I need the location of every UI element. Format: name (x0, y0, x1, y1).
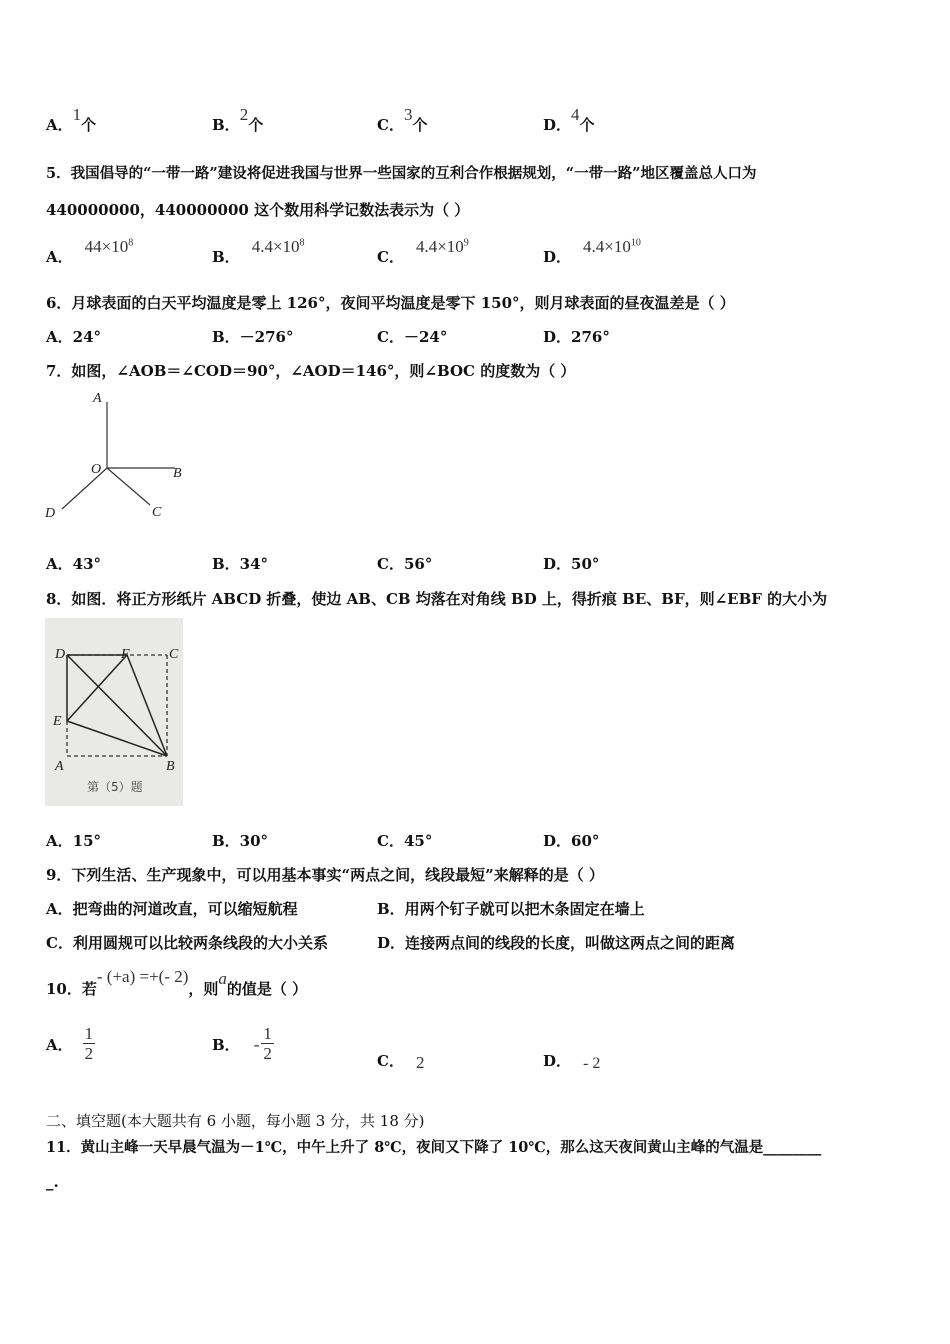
q5-text-line1: 5．我国倡导的“一带一路”建设将促进我国与世界一些国家的互利合作根据规划，“一带一路”地区覆盖总人口为 (46, 165, 757, 182)
q10-option-a: A． $\frac{1}{2}$ (46, 1024, 94, 1063)
q11-text-line2: _. (46, 1173, 59, 1191)
q10-option-c: C． 2 (377, 1052, 425, 1072)
q5-option-d: D．$4.4\times 10^{10}$ (543, 237, 641, 266)
q9-text: 9．下列生活、生产现象中，可以用基本事实“两点之间，线段最短”来解释的是（ ） (46, 866, 604, 884)
q10-option-b: B． - $\frac{1}{2}$ (212, 1024, 272, 1063)
q7-option-d: D．50° (543, 555, 600, 573)
section-heading: 二、填空题(本大题共有 6 小题，每小题 3 分，共 18 分) (46, 1112, 425, 1130)
label-c: C (152, 505, 162, 520)
q7-text: 7．如图，∠AOB＝∠COD＝90°，∠AOD＝146°，则∠BOC 的度数为（ ） (46, 362, 576, 380)
label-b: B (166, 759, 175, 774)
figure-caption: 第（5）题 (87, 780, 143, 794)
q5-option-c: C．$4.4\times 10^9$ (377, 237, 469, 266)
q7-angle-figure (40, 385, 200, 525)
q7-option-a: A．43° (46, 555, 102, 573)
q10-equation: - (+a) =+(- 2) (96, 967, 189, 986)
q10-variable: a (218, 969, 227, 988)
q8-option-a: A．15° (46, 832, 102, 850)
label-e: E (53, 714, 62, 729)
label-d: D (45, 506, 56, 521)
q8-text: 8．如图．将正方形纸片 ABCD 折叠，使边 AB、CB 均落在对角线 BD 上，得折痕 BE、BF，则∠EBF 的大小为 (46, 590, 828, 608)
q4-option-a: A．1个 (46, 105, 97, 134)
q5-option-b: B．$4.4\times 10^8$ (212, 237, 305, 266)
q9-option-c: C．利用圆规可以比较两条线段的大小关系 (46, 934, 328, 952)
label-d: D (55, 647, 66, 662)
q8-option-b: B．30° (212, 832, 269, 850)
q8-option-d: D．60° (543, 832, 600, 850)
q10-option-d: D． - 2 (543, 1052, 601, 1072)
label-b: B (173, 466, 182, 481)
q4-option-d: D．4个 (543, 105, 595, 134)
q10-text: 10．若- (+a) =+(- 2)，则a的值是（ ） (46, 967, 308, 998)
q9-option-a: A．把弯曲的河道改直，可以缩短航程 (46, 900, 298, 918)
label-o: O (91, 462, 102, 477)
q9-option-d: D．连接两点间的线段的长度，叫做这两点之间的距离 (377, 934, 736, 952)
fold-bf (127, 655, 167, 756)
q9-option-b: B．用两个钉子就可以把木条固定在墙上 (377, 900, 645, 918)
ray-oc (107, 468, 150, 505)
fold-be (67, 721, 167, 756)
q5-text-line2: 440000000，440000000 这个数用科学记数法表示为（ ） (46, 201, 470, 219)
q6-option-a: A．24° (46, 328, 102, 346)
q8-option-c: C．45° (377, 832, 433, 850)
q7-option-c: C．56° (377, 555, 433, 573)
q7-option-b: B．34° (212, 555, 269, 573)
q4-option-c: C．3个 (377, 105, 428, 134)
q4-option-b: B．2个 (212, 105, 264, 134)
label-a: A (55, 759, 64, 774)
label-c: C (169, 647, 179, 662)
label-f: F (121, 647, 130, 662)
q11-text-line1: 11．黄山主峰一天早晨气温为－1℃，中午上升了 8℃，夜间又下降了 10℃，那么这天夜间黄山主峰的气温是________ (46, 1139, 822, 1156)
q6-option-b: B．－276° (212, 328, 294, 346)
q6-text: 6．月球表面的白天平均温度是零上 126°，夜间平均温度是零下 150°，则月球表面的昼夜温差是（ ） (46, 294, 735, 312)
q5-option-a: A．$44\times 10^8$ (46, 237, 134, 266)
q8-square-figure (45, 618, 183, 806)
label-a: A (93, 391, 102, 406)
q6-option-d: D．276° (543, 328, 610, 346)
q6-option-c: C．－24° (377, 328, 448, 346)
